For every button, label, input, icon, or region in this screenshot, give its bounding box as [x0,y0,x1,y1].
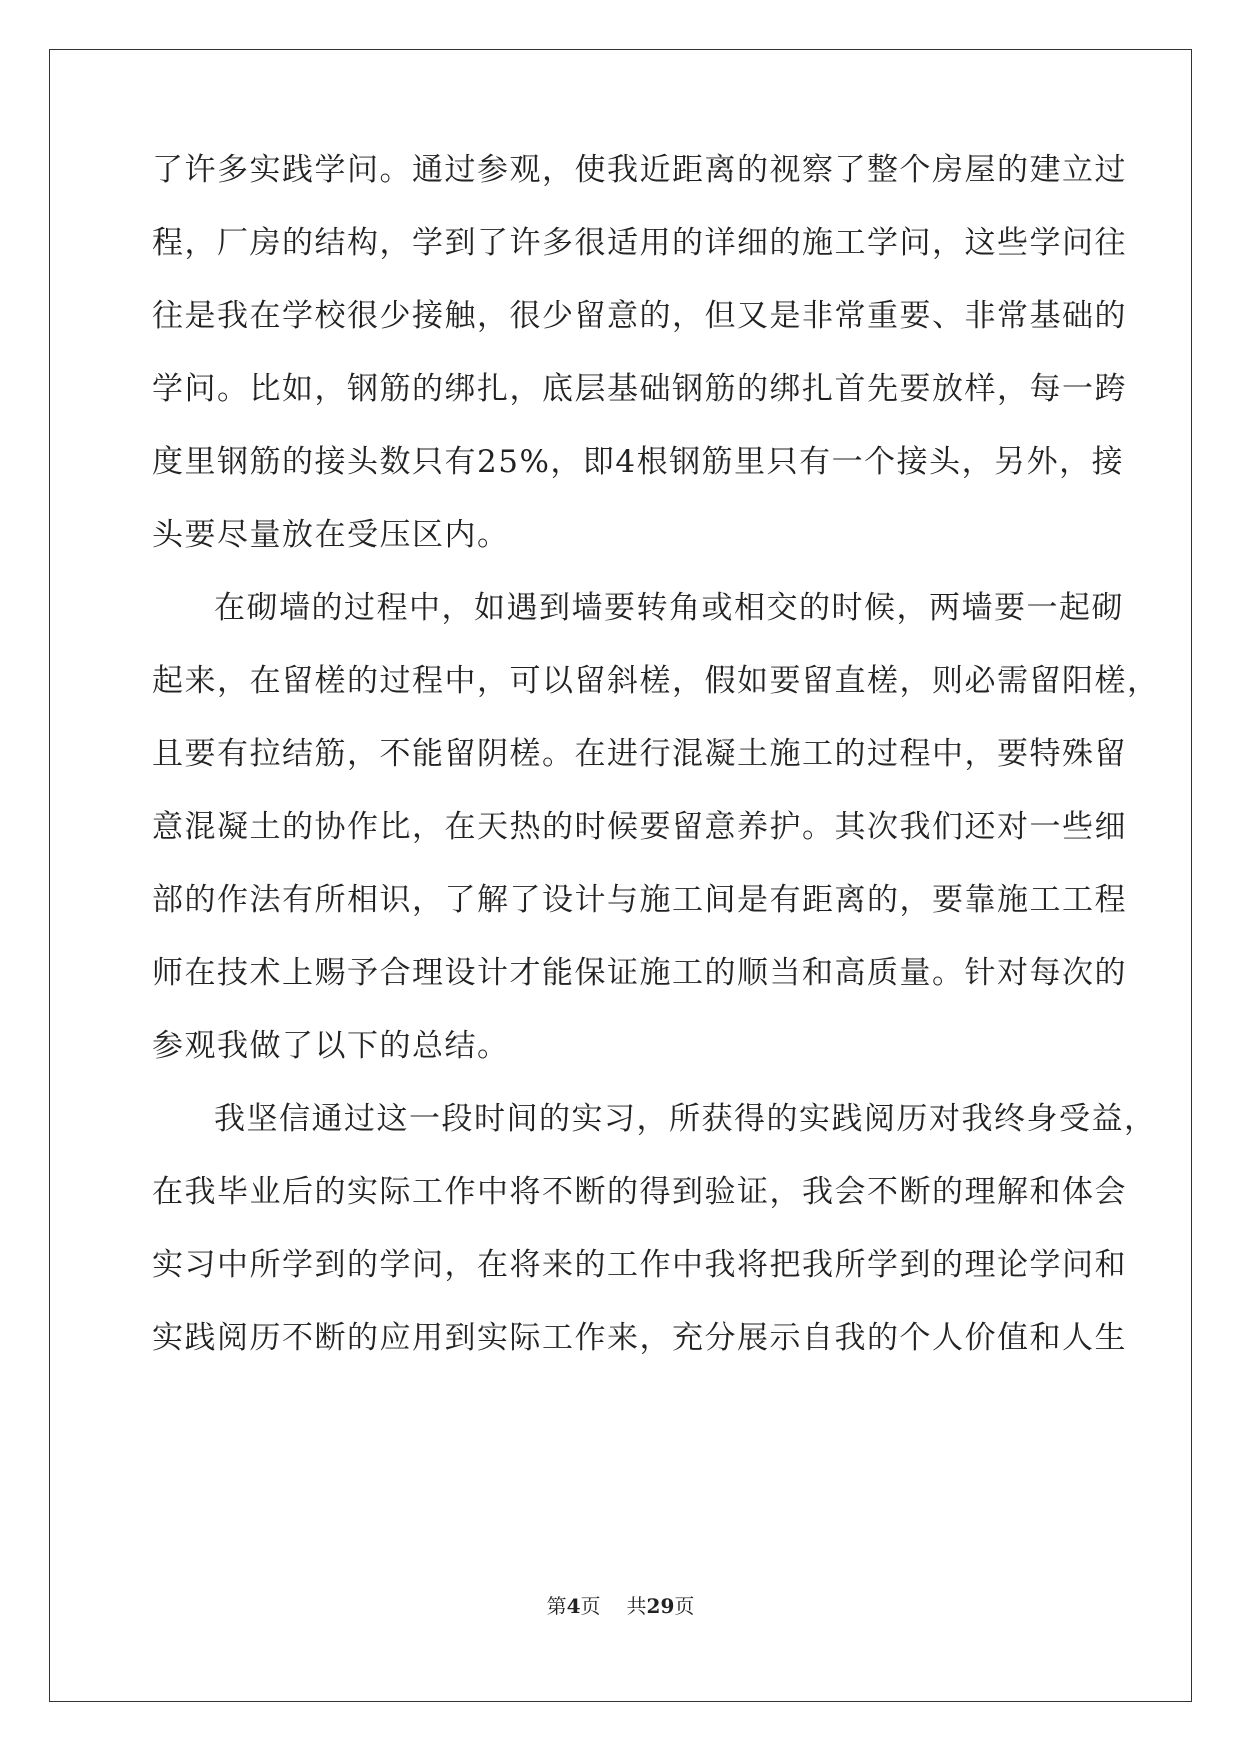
text-line: 往是我在学校很少接触，很少留意的，但又是非常重要、非常基础的 [152,298,1127,334]
text-line: 度里钢筋的接头数只有25%，即4根钢筋里只有一个接头，另外，接 [152,444,1125,480]
text-line: 参观我做了以下的总结。 [152,1028,510,1064]
text-line: 师在技术上赐予合理设计才能保证施工的顺当和高质量。针对每次的 [152,955,1127,991]
total-suffix: 页 [674,1594,695,1618]
text-line: 且要有拉结筋，不能留阴槎。在进行混凝土施工的过程中，要特殊留 [152,736,1127,772]
text-line: 实习中所学到的学问，在将来的工作中我将把我所学到的理论学问和 [152,1247,1127,1283]
total-prefix: 共 [626,1594,647,1618]
text-line: 在我毕业后的实际工作中将不断的得到验证，我会不断的理解和体会 [152,1174,1127,1210]
text-line: 学问。比如，钢筋的绑扎，底层基础钢筋的绑扎首先要放样，每一跨 [152,371,1127,407]
text-line: 我坚信通过这一段时间的实习，所获得的实践阅历对我终身受益， [214,1101,1157,1137]
page-footer [0,1593,1241,1619]
text-line: 在砌墙的过程中，如遇到墙要转角或相交的时候，两墙要一起砌 [214,590,1124,626]
page-suffix: 页 [580,1594,601,1618]
text-line: 了许多实践学问。通过参观，使我近距离的视察了整个房屋的建立过 [152,152,1127,188]
total-pages: 29 [646,1594,675,1618]
text-line: 起来，在留槎的过程中，可以留斜槎，假如要留直槎，则必需留阳槎， [152,663,1160,699]
text-line: 头要尽量放在受压区内。 [152,517,510,553]
text-line: 意混凝土的协作比，在天热的时候要留意养护。其次我们还对一些细 [152,809,1127,845]
page-prefix: 第 [546,1594,567,1618]
text-line: 程，厂房的结构，学到了许多很适用的详细的施工学问，这些学问往 [152,225,1127,261]
text-line: 实践阅历不断的应用到实际工作来，充分展示自我的个人价值和人生 [152,1320,1127,1356]
text-line: 部的作法有所相识，了解了设计与施工间是有距离的，要靠施工工程 [152,882,1127,918]
page-number: 4 [566,1594,581,1618]
